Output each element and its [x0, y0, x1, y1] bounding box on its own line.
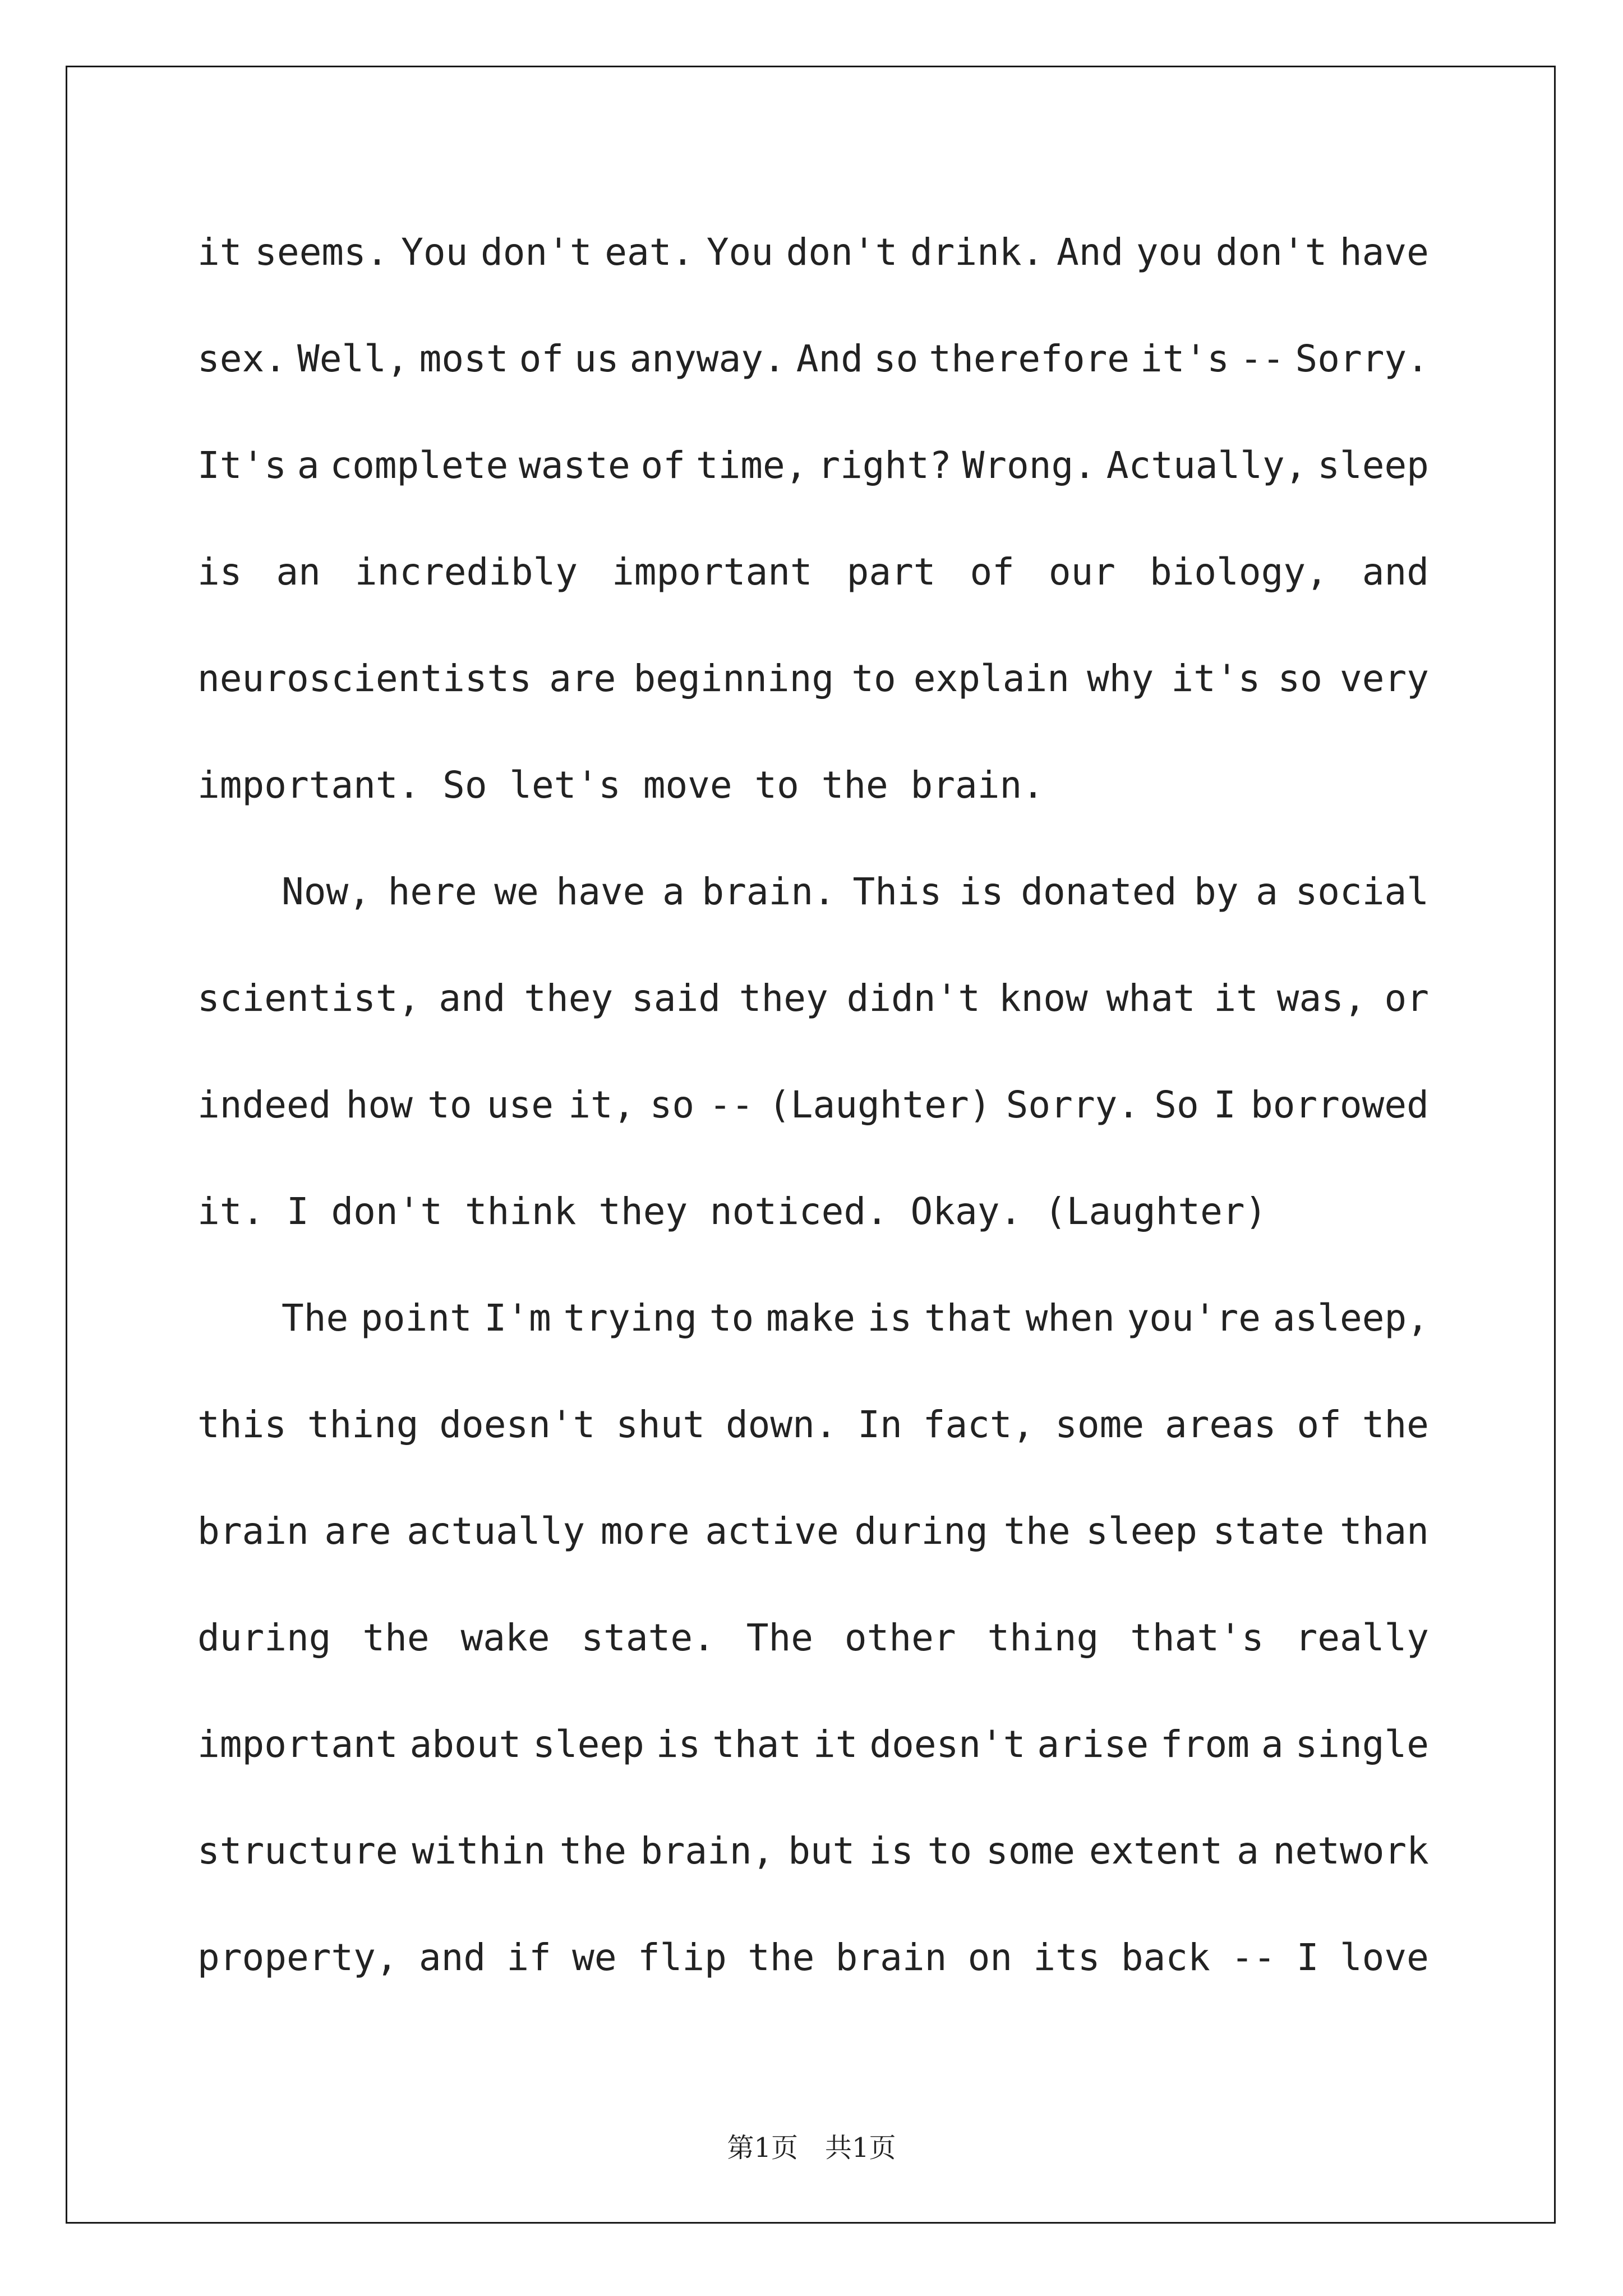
- document-body: [197, 224, 1429, 2036]
- text-line: important about sleep is that it doesn't arise from a single: [197, 1723, 1429, 1766]
- text-line: during the wake state. The other thing that's really: [197, 1616, 1429, 1659]
- text-line: scientist, and they said they didn't know what it was, or: [197, 977, 1429, 1020]
- text-line: this thing doesn't shut down. In fact, some areas of the: [197, 1403, 1429, 1446]
- text-line: indeed how to use it, so -- (Laughter) Sorry. So I borrowed: [197, 1083, 1429, 1126]
- text-line: neuroscientists are beginning to explain why it's so very: [197, 657, 1429, 700]
- text-line: it seems. You don't eat. You don't drink. And you don't have: [197, 231, 1429, 274]
- text-line: it. I don't think they noticed. Okay. (Laughter): [197, 1190, 1267, 1233]
- text-line: is an incredibly important part of our biology, and: [197, 550, 1429, 593]
- text-line: It's a complete waste of time, right? Wrong. Actually, sleep: [197, 444, 1429, 487]
- text-line: sex. Well, most of us anyway. And so therefore it's -- Sorry.: [197, 337, 1429, 380]
- text-line: The point I'm trying to make is that when you're asleep,: [282, 1296, 1429, 1340]
- text-line: important. So let's move to the brain.: [197, 763, 1044, 807]
- page-number-footer: 第1页 共1页: [727, 2132, 896, 2164]
- text-line: property, and if we flip the brain on its back -- I love: [197, 1936, 1429, 1979]
- text-line: Now, here we have a brain. This is donated by a social: [282, 870, 1429, 913]
- text-line: structure within the brain, but is to some extent a network: [197, 1829, 1429, 1872]
- text-line: brain are actually more active during the sleep state than: [197, 1510, 1429, 1553]
